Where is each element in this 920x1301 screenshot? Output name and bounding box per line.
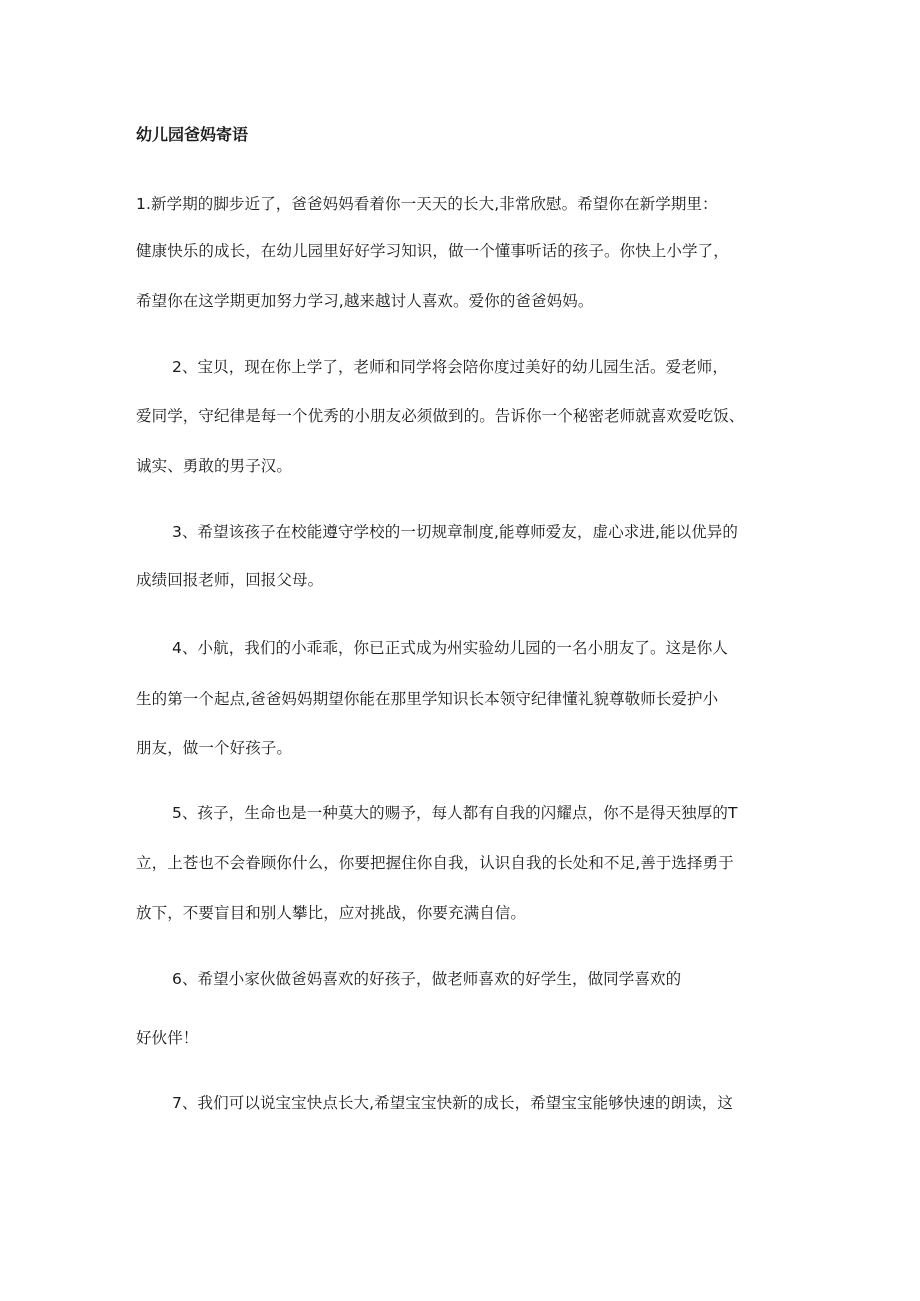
paragraph-7-line-1: 7、我们可以说宝宝快点长大,希望宝宝快新的成长，希望宝宝能够快速的朗读，这	[172, 1094, 733, 1112]
paragraph-5-line-3: 放下，不要盲目和别人攀比，应对挑战，你要充满自信。	[136, 904, 527, 922]
paragraph-3-line-2: 成绩回报老师，回报父母。	[136, 571, 324, 589]
paragraph-6-line-2: 好伙伴！	[136, 1029, 199, 1047]
paragraph-3-line-1: 3、希望该孩子在校能遵守学校的一切规章制度,能尊师爱友，虚心求进,能以优异的	[172, 523, 739, 541]
document-title: 幼儿园爸妈寄语	[136, 125, 249, 144]
paragraph-1-line-2: 健康快乐的成长，在幼儿园里好好学习知识，做一个懂事听话的孩子。你快上小学了，	[136, 242, 729, 260]
paragraph-2-line-3: 诚实、勇敢的男子汉。	[136, 457, 293, 475]
paragraph-2-line-1: 2、宝贝，现在你上学了，老师和同学将会陪你度过美好的幼儿园生活。爱老师，	[172, 358, 728, 376]
paragraph-4-line-2: 生的第一个起点,爸爸妈妈期望你能在那里学知识长本领守纪律懂礼貌尊敬师长爱护小	[136, 690, 719, 708]
paragraph-4-line-1: 4、小航，我们的小乖乖，你已正式成为州实验幼儿园的一名小朋友了。这是你人	[172, 639, 728, 657]
paragraph-4-line-3: 朋友，做一个好孩子。	[136, 739, 293, 757]
paragraph-5-line-1: 5、孩子，生命也是一种莫大的赐予，每人都有自我的闪耀点，你不是得天独厚的T	[172, 804, 738, 822]
paragraph-6-line-1: 6、希望小家伙做爸妈喜欢的好孩子，做老师喜欢的好学生，做同学喜欢的	[172, 970, 682, 988]
paragraph-1-line-3: 希望你在这学期更加努力学习,越来越讨人喜欢。爱你的爸爸妈妈。	[136, 292, 594, 310]
paragraph-5-line-2: 立，上苍也不会眷顾你什么，你要把握住你自我，认识自我的长处和不足,善于选择勇于	[136, 854, 734, 872]
paragraph-1-line-1: 1.新学期的脚步近了，爸爸妈妈看着你一天天的长大,非常欣慰。希望你在新学期里：	[136, 195, 718, 213]
paragraph-2-line-2: 爱同学，守纪律是每一个优秀的小朋友必须做到的。告诉你一个秘密老师就喜欢爱吃饭、	[136, 407, 745, 425]
